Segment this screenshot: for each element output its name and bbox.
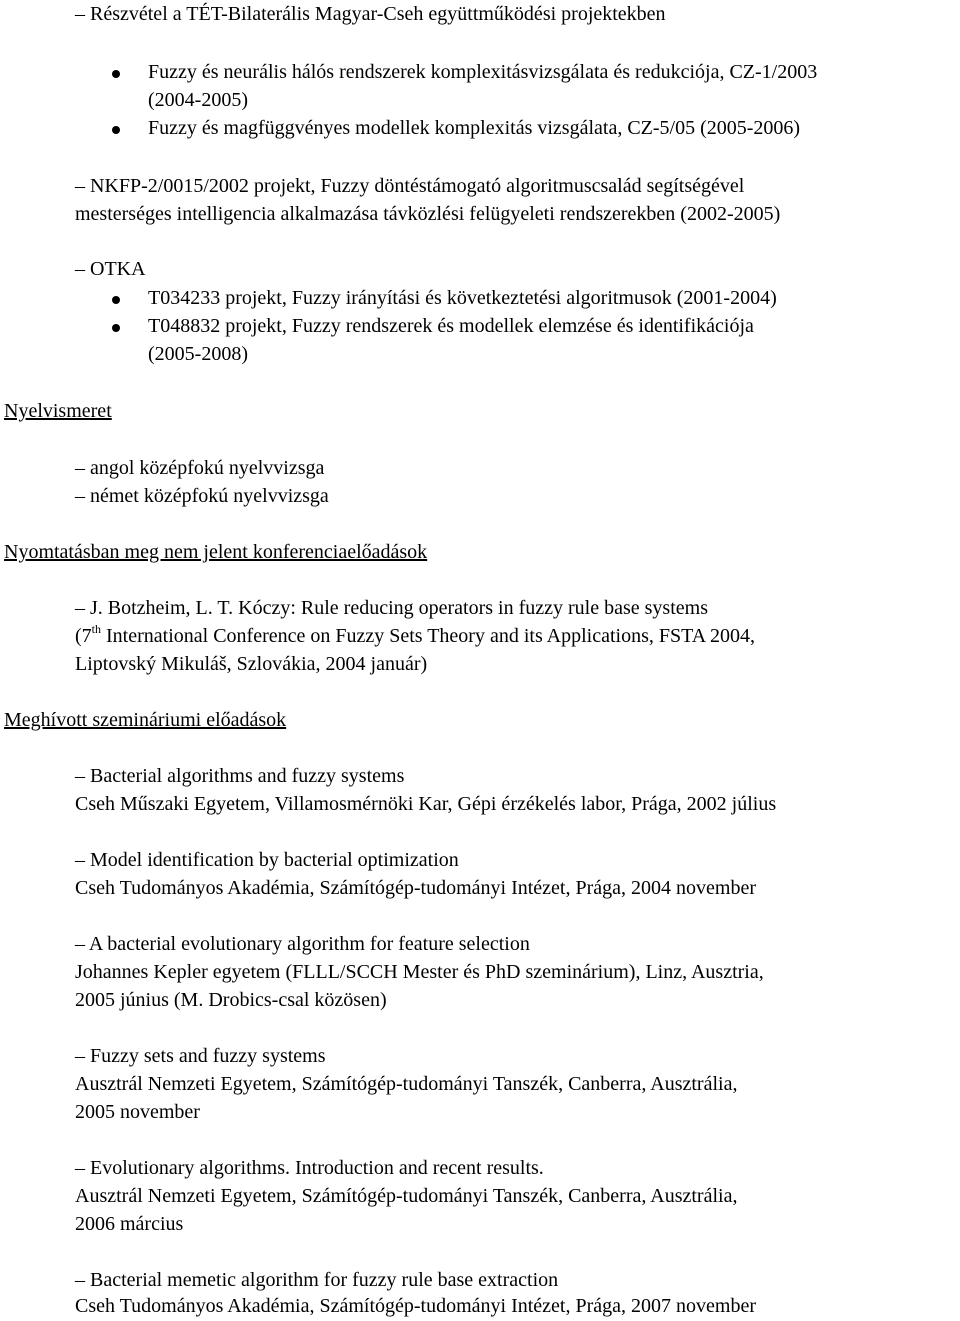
language-item-english: – angol középfokú nyelvvizsga [75, 457, 325, 479]
tet-project-title: – Részvétel a TÉT-Bilaterális Magyar-Cseh együttműködési projektekben [75, 3, 666, 25]
seminar-3-venue-line2: 2005 június (M. Drobics-csal közösen) [75, 989, 387, 1011]
tet-item-1-line1: Fuzzy és neurális hálós rendszerek komplexitásvizsgálata és redukciója, CZ-1/2003 [148, 61, 818, 83]
conference-line3: Liptovský Mikuláš, Szlovákia, 2004 január) [75, 653, 428, 675]
seminar-3-venue-line1: Johannes Kepler egyetem (FLLL/SCCH Mester és PhD szeminárium), Linz, Ausztria, [75, 961, 764, 983]
seminar-3-title: – A bacterial evolutionary algorithm for feature selection [75, 933, 530, 955]
seminar-4-venue-line1: Ausztrál Nemzeti Egyetem, Számítógép-tudományi Tanszék, Canberra, Ausztrália, [75, 1073, 738, 1095]
conference-line2-sup: th [91, 622, 102, 636]
seminar-1-venue: Cseh Műszaki Egyetem, Villamosmérnöki Kar, Gépi érzékelés labor, Prága, 2002 július [75, 793, 777, 815]
languages-heading: Nyelvismeret [4, 400, 112, 422]
otka-item-1: T034233 projekt, Fuzzy irányítási és következtetési algoritmusok (2001-2004) [148, 287, 777, 309]
language-item-german: – német középfokú nyelvvizsga [75, 485, 329, 507]
seminar-1-title: – Bacterial algorithms and fuzzy systems [75, 765, 405, 787]
seminar-4-title: – Fuzzy sets and fuzzy systems [75, 1045, 326, 1067]
conference-line1: – J. Botzheim, L. T. Kóczy: Rule reducing operators in fuzzy rule base systems [75, 597, 708, 619]
conference-line2-post: International Conference on Fuzzy Sets Theory and its Applications, FSTA 2004, [101, 625, 756, 647]
bullet-icon [112, 296, 120, 304]
otka-title: – OTKA [75, 258, 146, 280]
seminar-4-venue-line2: 2005 november [75, 1101, 200, 1123]
bullet-icon [112, 126, 120, 134]
nkfp-project-line2: mesterséges intelligencia alkalmazása távközlési felügyeleti rendszerekben (2002-2005) [75, 203, 781, 225]
seminar-5-venue-line1: Ausztrál Nemzeti Egyetem, Számítógép-tudományi Tanszék, Canberra, Ausztrália, [75, 1185, 738, 1207]
conferences-heading: Nyomtatásban meg nem jelent konferenciaelőadások [4, 541, 428, 563]
nkfp-project-line1: – NKFP-2/0015/2002 projekt, Fuzzy döntéstámogató algoritmuscsalád segítségével [75, 175, 745, 197]
seminar-2-venue: Cseh Tudományos Akadémia, Számítógép-tudományi Intézet, Prága, 2004 november [75, 877, 756, 899]
otka-item-2-line2: (2005-2008) [148, 343, 248, 365]
seminar-2-title: – Model identification by bacterial optimization [75, 849, 459, 871]
bullet-icon [112, 324, 120, 332]
seminar-5-venue-line2: 2006 március [75, 1213, 184, 1235]
seminar-6-venue: Cseh Tudományos Akadémia, Számítógép-tudományi Intézet, Prága, 2007 november [75, 1295, 756, 1317]
conference-line2 [75, 622, 755, 650]
otka-item-2-line1: T048832 projekt, Fuzzy rendszerek és modellek elemzése és identifikációja [148, 315, 754, 337]
conference-line2-pre: (7 [75, 625, 92, 647]
seminar-6-title: – Bacterial memetic algorithm for fuzzy rule base extraction [75, 1269, 559, 1291]
tet-item-1-line2: (2004-2005) [148, 89, 248, 111]
seminar-5-title: – Evolutionary algorithms. Introduction and recent results. [75, 1157, 544, 1179]
seminars-heading: Meghívott szemináriumi előadások [4, 709, 287, 731]
bullet-icon [112, 70, 120, 78]
tet-item-2-line1: Fuzzy és magfüggvényes modellek komplexitás vizsgálata, CZ-5/05 (2005-2006) [148, 117, 801, 139]
